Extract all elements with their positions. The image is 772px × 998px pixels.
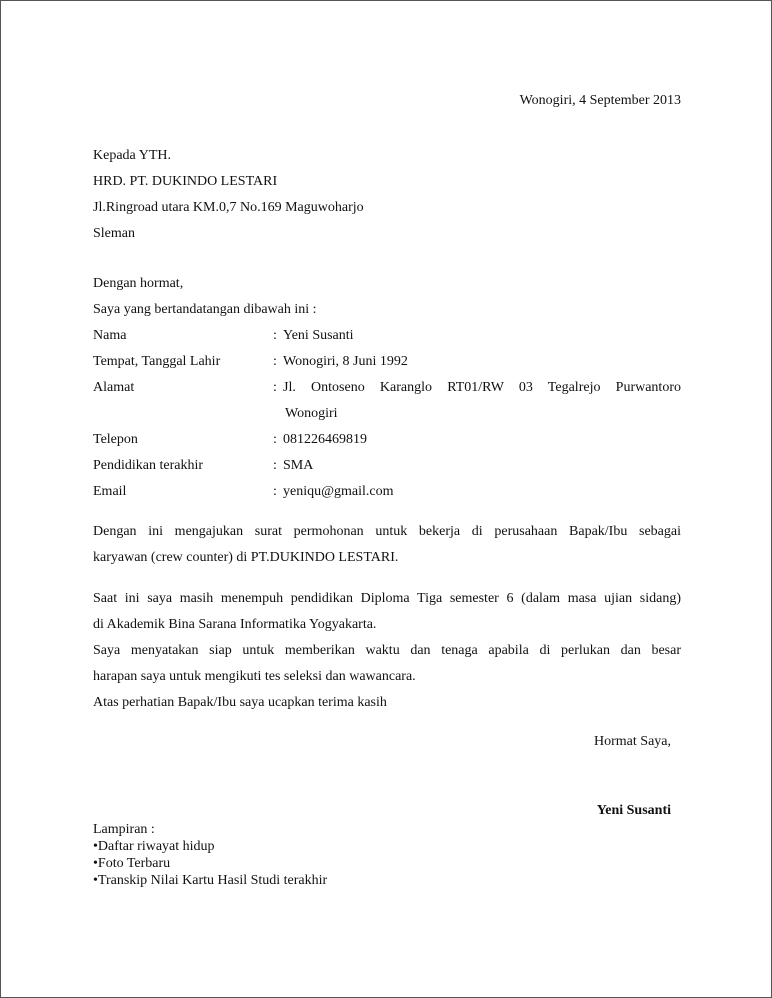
field-value: Wonogiri, 8 Juni 1992 [283,354,408,369]
field-row-email [93,479,681,505]
attachments-list [93,838,327,889]
recipient-line: Kepada YTH. [93,148,172,163]
field-value: Yeni Susanti [283,328,354,343]
field-row-phone [93,427,681,453]
field-label: Alamat [93,380,135,395]
field-value: Jl. Ontoseno Karanglo RT01/RW 03 Tegalrejo Purwantoro [283,380,681,395]
field-colon: : [273,458,277,473]
attachments-block [93,821,327,889]
field-value: yeniqu@gmail.com [283,484,394,499]
intro-line: Saya yang bertandatangan dibawah ini : [93,302,317,317]
paragraph-line: harapan saya untuk mengikuti tes seleksi dan wawancara. [93,669,416,684]
paragraph-line: Atas perhatian Bapak/Ibu saya ucapkan terima kasih [93,695,387,710]
status-paragraph [93,586,681,716]
date-line: Wonogiri, 4 September 2013 [519,93,681,108]
field-label: Email [93,484,127,499]
attachment-item: • Transkip Nilai Kartu Hasil Studi terakhir [93,872,327,889]
field-row-name [93,323,681,349]
field-row-address [93,375,681,401]
recipient-line: Sleman [93,226,135,241]
attachments-title: Lampiran : [93,822,155,837]
field-colon: : [273,432,277,447]
field-row-education [93,453,681,479]
attachment-item: • Daftar riwayat hidup [93,838,327,855]
field-value-continuation: Wonogiri [285,406,338,421]
field-colon: : [273,380,277,395]
paragraph-line: Saat ini saya masih menempuh pendidikan Diploma Tiga semester 6 (dalam masa ujian sidang) [93,591,681,606]
closing-line: Hormat Saya, [594,734,671,749]
greeting-block [93,271,317,323]
salutation: Dengan hormat, [93,276,184,291]
field-colon: : [273,484,277,499]
field-colon: : [273,354,277,369]
signature-name: Yeni Susanti [596,803,671,818]
field-label: Pendidikan terakhir [93,458,204,473]
recipient-line: HRD. PT. DUKINDO LESTARI [93,174,278,189]
recipient-block [93,143,364,247]
recipient-line: Jl.Ringroad utara KM.0,7 No.169 Maguwoharjo [93,200,364,215]
field-value: 081226469819 [283,432,367,447]
paragraph-line: Saya menyatakan siap untuk memberikan waktu dan tenaga apabila di perlukan dan besar [93,643,681,658]
field-label: Tempat, Tanggal Lahir [93,354,221,369]
paragraph-line: di Akademik Bina Sarana Informatika Yogyakarta. [93,617,377,632]
field-row-birth [93,349,681,375]
paragraph-line: Dengan ini mengajukan surat permohonan untuk bekerja di perusahaan Bapak/Ibu sebagai [93,524,681,539]
paragraph-line: karyawan (crew counter) di PT.DUKINDO LESTARI. [93,550,399,565]
field-label: Nama [93,328,127,343]
field-colon: : [273,328,277,343]
applicant-info [93,323,681,505]
field-value: SMA [283,458,314,473]
attachment-item: • Foto Terbaru [93,855,327,872]
field-label: Telepon [93,432,138,447]
application-paragraph [93,519,681,571]
